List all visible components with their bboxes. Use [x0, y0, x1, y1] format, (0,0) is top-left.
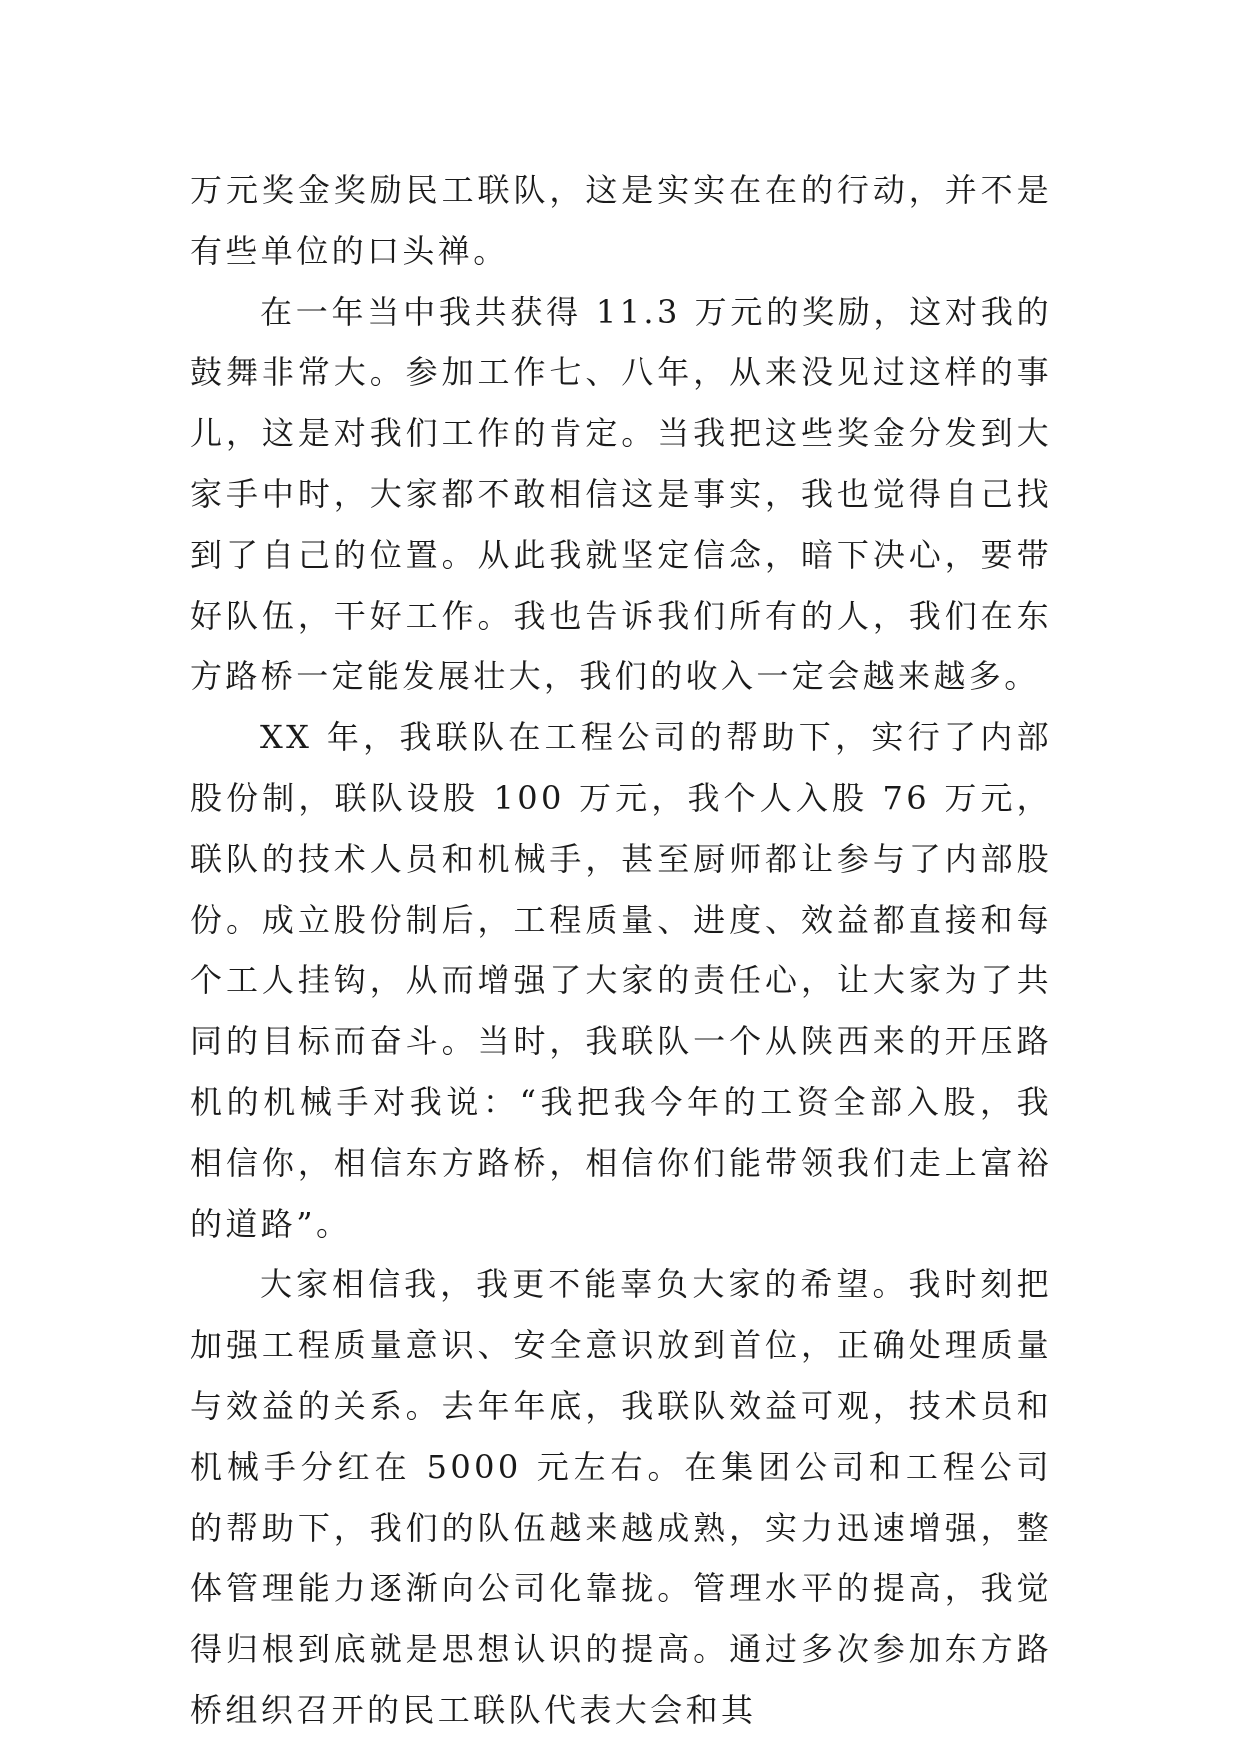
paragraph-3: XX 年，我联队在工程公司的帮助下，实行了内部股份制，联队设股 100 万元，我个人入股 76 万元，联队的技术人员和机械手，甚至厨师都让参与了内部股份。成立股份制后，工程质量、进度、效益都直接和每个工人挂钩，从而增强了大家的责任心，让大家为了共同的目标而奋斗。当时，我联队一个从陕西来的开压路机的机械手对我说：“我把我今年的工资全部入股，我相信你，相信东方路桥，相信你们能带领我们走上富裕的道路”。: [190, 718, 1052, 1243]
body-text: [190, 160, 1052, 1741]
paragraph-4: 大家相信我，我更不能辜负大家的希望。我时刻把加强工程质量意识、安全意识放到首位，正确处理质量与效益的关系。去年年底，我联队效益可观，技术员和机械手分红在 5000 元左右。在集团公司和工程公司的帮助下，我们的队伍越来越成熟，实力迅速增强，整体管理能力逐渐向公司化靠拢。管理水平的提高，我觉得归根到底就是思想认识的提高。通过多次参加东方路桥组织召开的民工联队代表大会和其: [190, 1265, 1052, 1729]
paragraph-2: 在一年当中我共获得 11.3 万元的奖励，这对我的鼓舞非常大。参加工作七、八年，从来没见过这样的事儿，这是对我们工作的肯定。当我把这些奖金分发到大家手中时，大家都不敢相信这是事实，我也觉得自己找到了自己的位置。从此我就坚定信念，暗下决心，要带好队伍，干好工作。我也告诉我们所有的人，我们在东方路桥一定能发展壮大，我们的收入一定会越来越多。: [190, 292, 1052, 696]
paragraph-1: 万元奖金奖励民工联队，这是实实在在的行动，并不是有些单位的口头禅。: [190, 171, 1052, 270]
